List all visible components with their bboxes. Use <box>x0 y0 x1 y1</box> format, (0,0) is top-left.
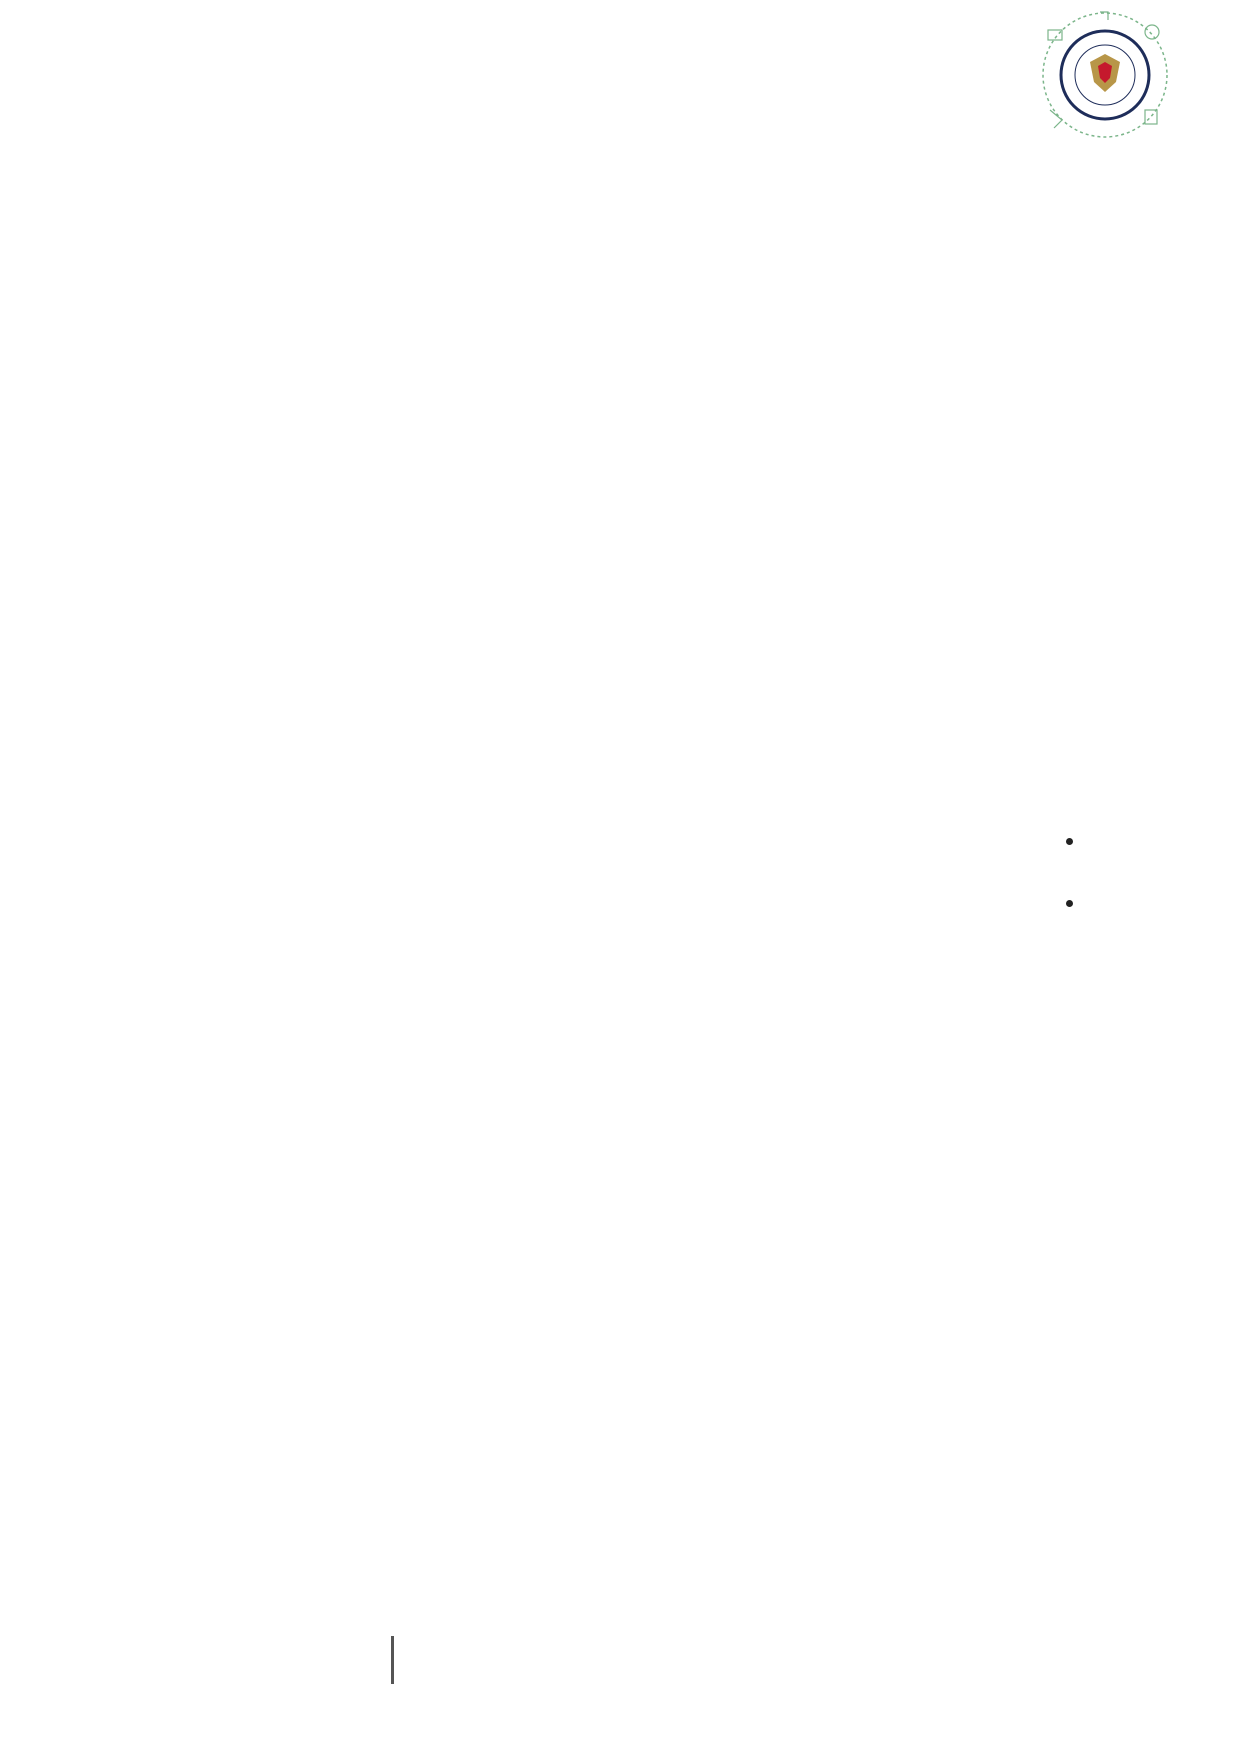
bullet-dot-icon <box>1066 900 1073 907</box>
header-color-stripe <box>0 58 748 86</box>
footer-color-stripe <box>384 1645 1241 1673</box>
bullet-item <box>1048 888 1073 916</box>
fra-emblem-icon <box>1040 10 1170 140</box>
bullet-dot-icon <box>1066 838 1073 845</box>
bullet-item <box>1048 826 1073 854</box>
